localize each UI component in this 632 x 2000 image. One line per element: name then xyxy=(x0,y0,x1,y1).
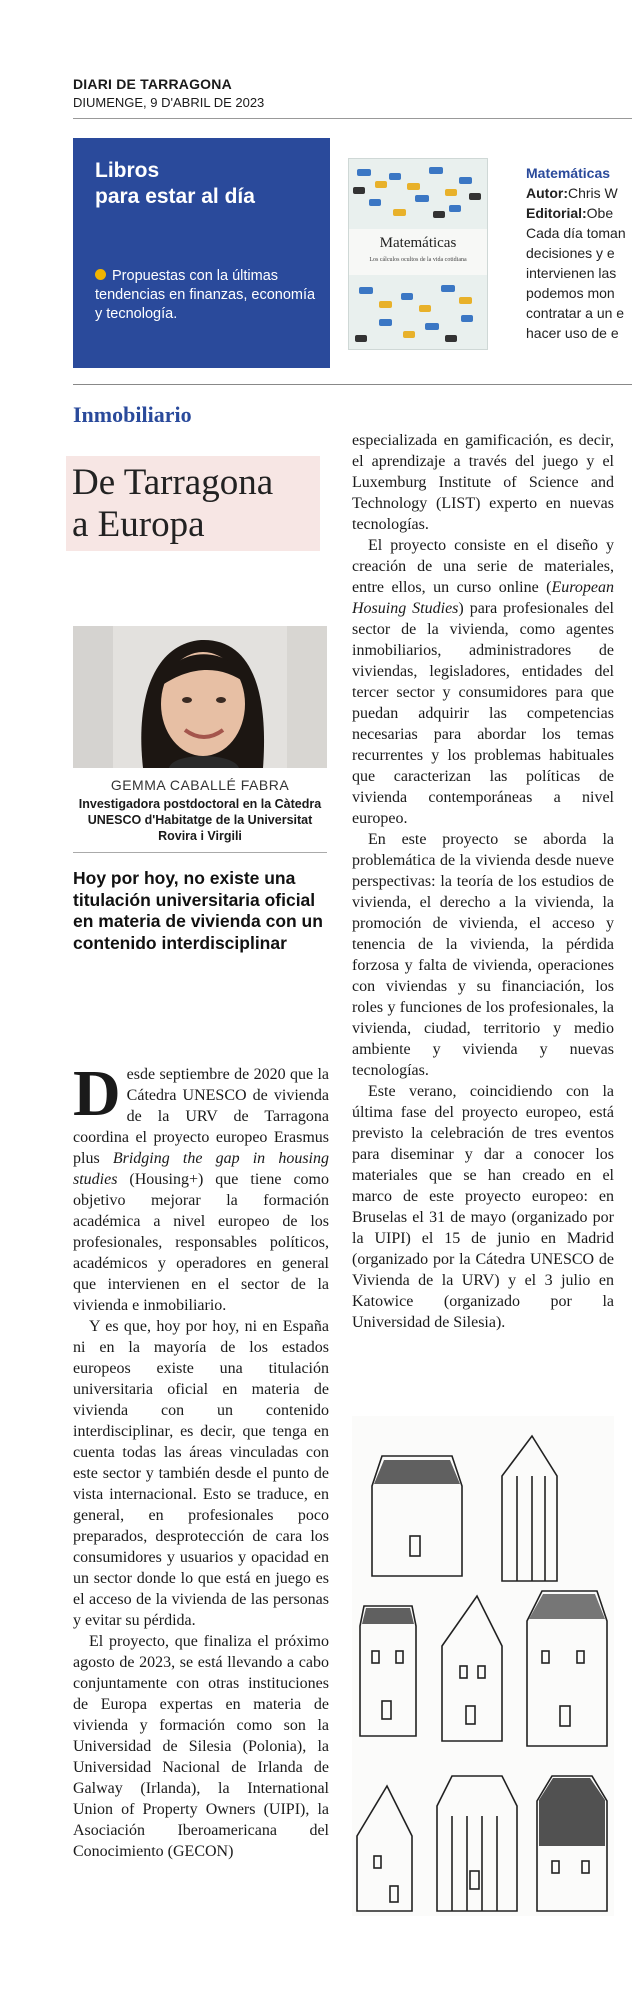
article-paragraph: El proyecto, que finaliza el próximo agosto de 2023, se está llevando a cabo conjuntamente con otras instituciones de Europa expertas en materia de vivienda y formación como son la Universidad de Silesia (Polonia), la Universidad Nacional de Irlanda de Galway (Irlanda), la International Union of Property Owners (UIPI), la Asociación Iberoamericana del Conocimiento (GECON) xyxy=(73,1633,329,1860)
book-blurb-line: podemos mon xyxy=(526,285,615,301)
book-cover xyxy=(348,158,488,350)
article-column-right xyxy=(352,430,614,1390)
bullet-icon xyxy=(95,269,106,280)
newspaper-name: DIARI DE TARRAGONA xyxy=(73,76,232,92)
author-portrait xyxy=(73,626,327,768)
houses-illustration xyxy=(352,1416,614,1916)
cover-subtitle: Los cálculos ocultos de la vida cotidiana xyxy=(369,257,467,263)
drop-cap: D xyxy=(73,1064,121,1130)
article-paragraph: El proyecto consiste en el diseño y creación de una serie de materiales, entre ellos, un curso online (European Hosuing Studies) para profesionales del sector de la vivienda, como agentes inmobiliarios, administradores de viviendas, legisladores, entidades del tercer sector y consumidores para que puedan adquirir las competencias necesarias para abordar los temas recurrentes y los problemas habituales que caracterizan las políticas de vivienda contemporáneas a nivel europeo. xyxy=(352,537,614,827)
book-publisher: Editorial:Obe xyxy=(526,205,614,221)
author-name: GEMMA CABALLÉ FABRA xyxy=(110,777,290,793)
article-paragraph: Y es que, hoy por hoy, ni en España ni en la mayoría de los estados europeos existe una titulación universitaria oficial en materia de vivienda con un contenido interdisciplinar, es decir, que tenga en cuenta todas las áreas vinculadas con este sector y también desde el punto de vista internacional. Esto se traduce, en general, en profesionales poco preparados, desprotección de cara los consumidores y usuarios y opacidad en un sector donde lo que está en juego es el acceso de la vivienda de las personas y evitar su pérdida. xyxy=(73,1318,329,1629)
book-blurb-line: contratar a un e xyxy=(526,305,625,321)
article-paragraph: Este verano, coincidiendo con la última fase del proyecto europeo, está previsto la celebración de tres eventos para diseminar y dar a conocer los materiales que se han creado en el marco de este proyecto europeo: en Bruselas el 31 de mayo (organizado por la UIPI) el 15 de junio en Madrid (organizado por la Cátedra UNESCO de Vivienda de la URV) y el 3 julio en Katowice (organizado por la Universidad de Silesia). xyxy=(352,1083,614,1331)
book-blurb-line: decisiones y e xyxy=(526,245,615,261)
section-divider xyxy=(73,384,632,385)
book-blurb-line: Cada día toman xyxy=(526,225,626,241)
author-photo xyxy=(73,626,327,768)
author-divider xyxy=(73,852,327,853)
book-title: Matemáticas xyxy=(526,165,611,181)
book-blurb-line: intervienen las xyxy=(526,265,617,281)
issue-date: DIUMENGE, 9 D'ABRIL DE 2023 xyxy=(73,95,265,110)
article-paragraph: especializada en gamificación, es decir, el aprendizaje a través del juego y el Luxemburg Institute of Science and Technology (LIST) experto en nuevas tecnologías. xyxy=(352,432,614,533)
article-paragraph: En este proyecto se aborda la problemática de la vivienda desde nueve perspectivas: la teoría de los estudios de vivienda, el derecho a la vivienda, la promoción de vivienda, el acceso y tenencia de la vivienda, la pérdida forzosa y falta de vivienda, operaciones con viviendas y su financiación, los roles y funciones de los profesionales, la vivienda, ciudad, territorio y medio ambiente y vivienda y nuevas tecnologías. xyxy=(352,831,614,1079)
masthead-divider xyxy=(73,118,632,119)
section-kicker: Inmobiliario xyxy=(73,402,192,427)
promo-title: Libros para estar al día xyxy=(95,159,255,208)
headline: De Tarragona a Europa xyxy=(72,462,274,545)
article-column-left xyxy=(73,1064,329,1922)
promo-description: Propuestas con la últimas tendencias en finanzas, economía y tecnología. xyxy=(95,268,316,322)
book-author: Autor:Chris W xyxy=(526,185,618,201)
promo-box xyxy=(73,138,330,368)
author-role: Investigadora postdoctoral en la Càtedra UNESCO d'Habitatge de la Universitat Rovira i Virgili xyxy=(78,797,322,843)
article-paragraph: Desde septiembre de 2020 que la Cátedra UNESCO de vivienda de la URV de Tarragona coordina el proyecto europeo Erasmus plus Bridging the gap in housing studies (Housing+) que tiene como objetivo mejorar la formación académica a nivel europeo de los profesionales, responsables políticos, académicos y operadores en general que intervienen en el sector de la vivienda e inmobiliario. xyxy=(73,1064,329,1314)
pull-quote: Hoy por hoy, no existe una titulación universitaria oficial en materia de vivienda con un contenido interdisciplinar xyxy=(73,868,323,953)
cover-title: Matemáticas xyxy=(379,235,457,251)
book-blurb-line: hacer uso de e xyxy=(526,325,619,341)
houses-drawing xyxy=(352,1416,614,1916)
book-info xyxy=(526,163,632,343)
